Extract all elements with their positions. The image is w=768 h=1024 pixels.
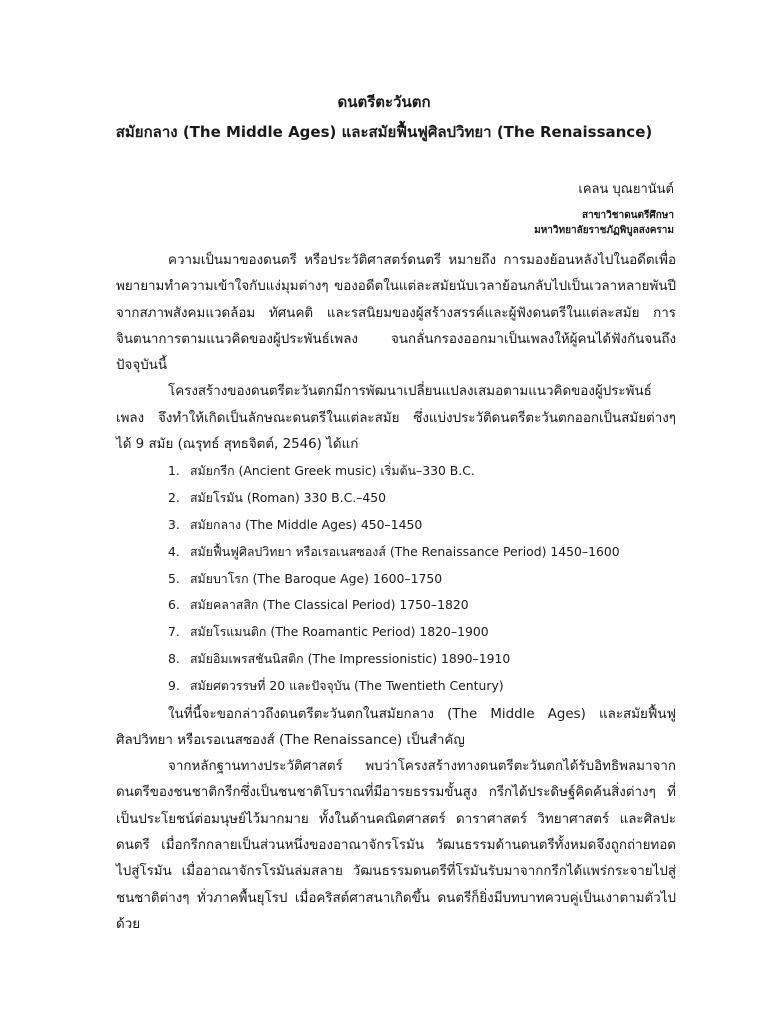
document-subtitle: สมัยกลาง (The Middle Ages) และสมัยฟื้นฟูศิลปวิทยา (The Renaissance) xyxy=(115,123,653,141)
list-item: 9. สมัยศตวรรษที่ 20 และปัจจุบัน (The Twentieth Century) xyxy=(168,677,504,693)
list-item: 5. สมัยบาโรก (The Baroque Age) 1600–1750 xyxy=(168,570,443,586)
affiliation-department: สาขาวิชาดนตรีศึกษา xyxy=(582,210,674,221)
paragraph-focus: ในที่นี้จะขอกล่าวถึงดนตรีตะวันตกในสมัยกลาง (The Middle Ages) และสมัยฟื้นฟูศิลปวิทยา หรือเรอเนสซองส์ (The Renaissance) เป็นสำคัญ xyxy=(116,706,676,748)
list-item: 7. สมัยโรแมนติก (The Roamantic Period) 1820–1900 xyxy=(168,624,489,640)
list-item: 3. สมัยกลาง (The Middle Ages) 450–1450 xyxy=(168,516,423,532)
list-item: 1. สมัยกรีก (Ancient Greek music) เริ่มต้น–330 B.C. xyxy=(168,463,475,479)
list-item: 6. สมัยคลาสสิก (The Classical Period) 1750–1820 xyxy=(168,597,469,613)
paragraph-history: จากหลักฐานทางประวัติศาสตร์ พบว่าโครงสร้างทางดนตรีตะวันตกได้รับอิทธิพลมาจากดนตรีของชนชาติกรีกซึ่งเป็นชนชาติโบราณที่มีอารยธรรมขั้นสูง กรีกได้ประดิษฐ์คิดค้นสิ่งต่างๆ ที่เป็นประโยชน์ต่อมนุษย์ไว้มากมาย ทั้งในด้านคณิตศาสตร์ ดาราศาสตร์ วิทยาศาสตร์ และศิลปะดนตรี เมื่อกรีกกลายเป็นส่วนหนึ่งของอาณาจักรโรมัน วัฒนธรรมด้านดนตรีทั้งหมดจึงถูกถ่ายทอดไปสู่โรมัน เมื่ออาณาจักรโรมันล่มสลาย วัฒนธรรมดนตรีที่โรมันรับมาจากกรีกได้แพร่กระจายไปสู่ชนชาติต่างๆ ทั่วภาคพื้นยุโรป เมื่อคริสต์ศาสนาเกิดขึ้น ดนตรีก็ยิ่งมีบทบาทควบคู่เป็นเงาตามตัวไปด้วย xyxy=(116,759,676,932)
list-item: 8. สมัยอิมเพรสชันนิสติก (The Impressionistic) 1890–1910 xyxy=(168,650,511,666)
paragraph-intro: ความเป็นมาของดนตรี หรือประวัติศาสตร์ดนตรี หมายถึง การมองย้อนหลังไปในอดีตเพื่อพยายามทำความเข้าใจกับแง่มุมต่างๆ ของอดีตในแต่ละสมัยนับเวลาย้อนกลับไปเป็นเวลาหลายพันปี จากสภาพสังคมแวดล้อม ทัศนคติ และรสนิยมของผู้สร้างสรรค์และผู้ฟังดนตรีในแต่ละสมัย การจินตนาการตามแนวคิดของผู้ประพันธ์เพลง จนกลั่นกรองออกมาเป็นเพลงให้ผู้คนได้ฟังกันจนถึงปัจจุบันนี้ xyxy=(116,253,676,374)
period-list xyxy=(116,458,676,699)
author-name: เคลน บุณยานันต์ xyxy=(578,182,674,197)
document-title: ดนตรีตะวันตก xyxy=(337,93,431,111)
list-item: 2. สมัยโรมัน (Roman) 330 B.C.–450 xyxy=(168,490,387,506)
list-item: 4. สมัยฟื้นฟูศิลปวิทยา หรือเรอเนสซองส์ (The Renaissance Period) 1450–1600 xyxy=(168,543,620,559)
paragraph-structure: โครงสร้างของดนตรีตะวันตกมีการพัฒนาเปลี่ยนแปลงเสมอตามแนวคิดของผู้ประพันธ์เพลง จึงทำให้เกิดเป็นลักษณะดนตรีในแต่ละสมัย ซึ่งแบ่งประวัติดนตรีตะวันตกออกเป็นสมัยต่างๆ ได้ 9 สมัย (ณรุทธ์ สุทธจิตต์, 2546) ได้แก่ xyxy=(116,384,676,453)
body-text xyxy=(116,248,676,938)
affiliation-university: มหาวิทยาลัยราชภัฏพิบูลสงคราม xyxy=(534,225,674,236)
